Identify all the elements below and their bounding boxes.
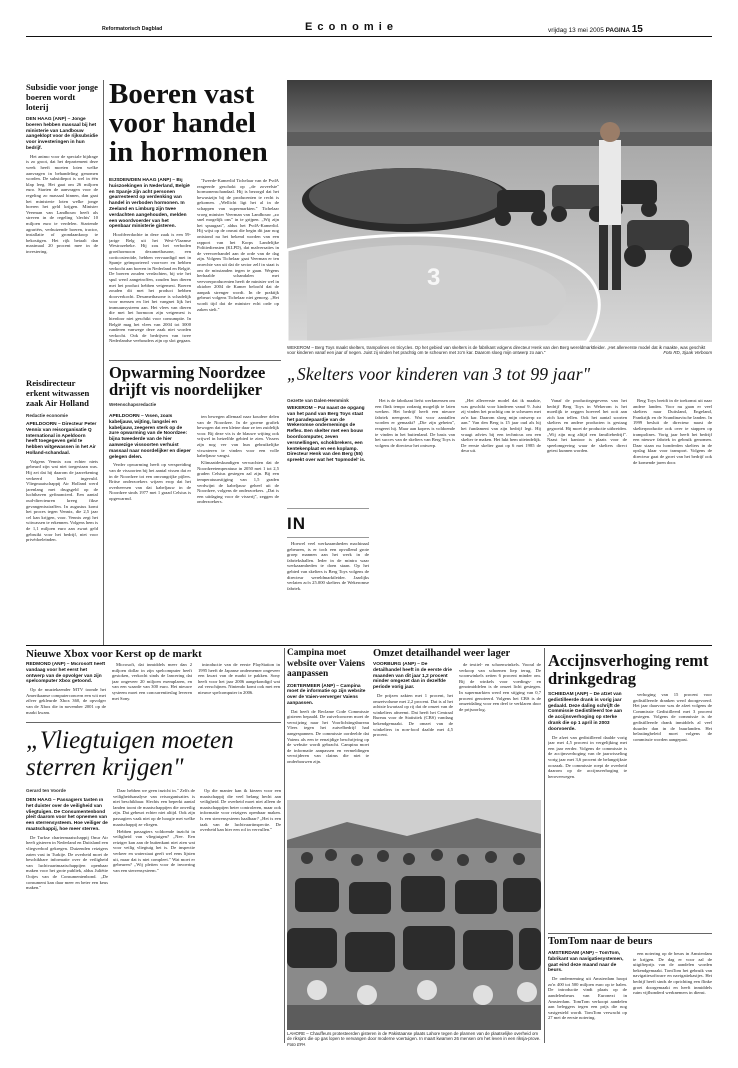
- vliegtuigen-col1: [26, 798, 108, 1043]
- loterij-headline: Subsidie voor jonge boeren wordt loterij: [26, 82, 98, 112]
- omzet-intro: VOORBURG (ANP) – De detailhandel heeft in de eerste drie maanden van dit jaar 1,2 procent minder omgezet dan in dezelfde periode vorig jaar.: [373, 662, 452, 691]
- date-text: vrijdag 13 mei 2005: [548, 27, 604, 34]
- accijns-body-col1: De afzet van gedistilleerd daalde vorig jaar met 4,5 procent in vergelijking met een jaar eerder. Volgens de commissie is de accijnsverhoging van de jaarwisseling vorig jaar met 3,6 procent de belangrijkste oorzaak. De commissie roept de overheid daarom op de accijnsverhoging te heroverwegen.: [548, 734, 627, 779]
- section-title: E c o n o m i e: [305, 21, 394, 33]
- divider-xbox-bottom: [26, 722, 281, 723]
- reisdirecteur-article: [26, 378, 98, 640]
- skelter-photo-image: [287, 80, 712, 342]
- tomtom-body-col2: een notering op de beurs in Amsterdam te krijgen. De dag er voor zal de uitgifteprijs van de aandelen worden bekendgemaakt. TomTom het gebruik van navigatiesoftware en navigatiekastjes. Het bedrijf heeft sinds de oprichting een flinke groei doorgemaakt en heeft inmiddels ruim vijfhonderd werknemers in dienst.: [633, 951, 712, 996]
- boeren-intro: EIJSDEN/DEN HAAG (ANP) – Bij huiszoekingen in Nederland, België en Spanje zijn acht personen gearresteerd op verdenking van handel in verboden hormonen. In Zeeland en Limburg zijn twee verdachten aangehouden, melden een woordvoerder van het openbaar ministerie gisteren.: [109, 178, 190, 230]
- divider-left: [103, 80, 104, 645]
- skelter-photo-caption: WEKEROM – Berg Toys maakt skelters, trampolines en tricycles. Op het gebied van skelters is de fabrikant volgens directeur Henk van den Berg wereldmarktleider. „Het allereerste model dat ik maakte, was geschikt voor kinderen vanaf een jaar of negen. Juist zij vinden het prachtig om te scheuren met zo'n kar. Daarom sloeg mijn ontwerp zo aan." Foto RD, Sjaak Verboom: [287, 345, 712, 356]
- lahore-photo: [287, 800, 541, 1030]
- accijns-intro: SCHIEDAM (ANP) – De afzet van gedistilleerde drank is vorig jaar gedaald. Deze daling schrijft de Commissie Gedistilleerd toe aan de accijnsverhoging op sterke drank die op 1 april in 2003 doorvoerde.: [548, 692, 623, 732]
- boeren-article: [109, 80, 281, 360]
- reisdirecteur-body: Volgens Vennix zou echter niets gebeurd zijn wat niet toegestaan was. Hij zei dat hij daarom de jaarrekening verkeerd heeft ingevuld. Vliegmaatschappij Air Holland werd jarenlang met drugsgeld op de luchthaven gefinancierd. Een aantal oud-directeuren kreeg fikse gevangenisstraffen. In augustus komt het proces tegen Vennix, die 2,5 jaar cel kan krijgen, voor. Vennix zegt het witwassen te erkennen. Volgens hem is de 1,1 miljoen euro aan zwart geld gebruikt voor het bedrijf, niet voor privédoeleinden.: [26, 458, 98, 543]
- boeren-headline: Boeren vast voor handel in hormonen: [109, 80, 268, 168]
- skelters-col1-body: Hoewel veel werkzaamheden machinaal gebeuren, is er toch een opvallend grote groep mannen aan het werk in de fabriekshallen. Ieder in de mintra waar werkzaamheden te doen staan. Op het gebied van skelters is Berg Toys volgens de directeur wereldmarktleider. Jaarlijks verlaten zo'n 25.000 skelters de Wekeromse fabriek.: [287, 541, 369, 591]
- divider-lower-right: [544, 648, 545, 1043]
- xbox-body-col2: Microsoft, dat inmiddels meer dan 2 miljoen dollar in zijn spelcomputer heeft gestoken, verkocht sinds de lancering dat jaar ongeveer 20 miljoen exemplaren, en van een waarde van 300 euro. Het nieuwe systeem moet een concurrentieslag leveren met Sony.: [112, 662, 192, 701]
- skelters-col3-body: „Het allereerste model dat ik maakte, was geschikt voor kinderen vanaf 9. Juist zij vinden het prachtig om te scheuren met zo'n kar. Daarom sloeg mijn ontwerp zo aan." Van den Berg is 15 jaar oud als hij het fundament van zijn bedrijf legt. Hij vraagt advies bij een technicus om een skelter te maken. Het lukt hem uiteindelijk. De eerste skelter gaat op 6 mei 1985 de deur uit.: [461, 398, 541, 454]
- campina-article: [287, 648, 369, 798]
- page-number: 15: [631, 24, 643, 35]
- omzet-body-col2: de textiel- en schoenwinkels. Vooral de verkoop van schoenen liep terug. De woonwinkels zetten 6 procent minder om. Bij de winkels voor voedings- en genotmiddelen is de omzet licht gestegen. In supermarkten werd een stijging van 0,7 procent genoteerd. Volgens het CBS is de omzetdaling voor een deel te verklaren door de prijsoorlog.: [459, 662, 541, 712]
- lahore-caption: LAHORE – Chauffeurs protesteerden gisteren in de Pakistaanse plaats Lahore tegen de plannen van de plaatselijke overheid om de riksja's die op gas lopen te vervangen door moderne voertuigen. In maart kwamen 26 mensen om het leven in een riksja-prove. Foto EPA: [287, 1031, 541, 1047]
- vliegtuigen-body-col2: Daar hebben we geen inzicht in." Zelfs de veiligheidsanalyse van reisorganisaties is niet beschikbaar. Slechts een beperkt aantal landen toont de maatschappijen die onveilig zijn. Dat gebeurt echter niet altijd. Ook zijn passagiers vaak niet op de hoogte met welke maatschappij ze vliegen. Hebben passagiers voldoende inzicht in veiligheid van vliegtuigen? „Nee. Een reiziger kan aan de buitenkant niet zien wat voor veilig vliegtuig het is. De inspectie verkeer en waterstaat geeft wel eens lijsten uit, maar dat is niet compleet." Wat moet er gebeuren? „Wij pleiten voor de invoering van een sterrensysteem.": [113, 788, 195, 873]
- xbox-body-col1: Op de muziekzender MTV toonde het Amerikaanse computerconcern een wit met zilver gekleurde Xbox 360, de opvolger van de Xbox die in november 2001 op de markt kwam.: [26, 687, 106, 715]
- skelters-headline: „Skelters voor kinderen van 3 tot 99 jaar": [287, 364, 591, 384]
- skelters-intro: WEKEROM – Pal naast de opgang van het pand van Berg Toys staat het paradepaardje van de Wekeromse ondernemings de Reflex. Een skelter met een bouw boordcomputer, zeven versnellingen, schokbrekers, een kentekenplaat en een koplamp. Directeur Henk van den Berg (55) spreekt over wat het 'topmodel' is.: [287, 406, 366, 464]
- inzaken-logo-text: IN: [287, 514, 306, 533]
- xbox-intro: REDMOND (ANP) – Microsoft heeft vandaag voor het eerst het ontwerp van de opvolger van zijn spelcomputer Xbox getoond.: [26, 662, 106, 685]
- omzet-article: [373, 648, 541, 798]
- vliegtuigen-body-col1: De Turkse chartermaatschappij Onur Air heeft gisteren in Nederland en Duitsland een vliegverbod gekregen. Duizenden reizigers zaten vast in Turkije. De overheid moet de beschikbare informatie over de veiligheid van luchtvaartmaatschappijen openbaar maken voor het grote publiek, aldus Juliëtte Ooijes van de Consumentenbond. „De consument kan daar meer en beter een keus maken.": [26, 834, 108, 891]
- header-rule: [26, 36, 712, 37]
- divider-opwarming-top: [109, 360, 281, 361]
- tomtom-body-col1: De onderneming uit Amsterdam hoopt zo'n 400 tot 500 miljoen euro op te halen. De introductie vindt plaats op de aandelenbeurs van Euronext in Amsterdam. TomTom verkoopt aandelen aan beleggers tegen een prijs die nog vastgesteld wordt. TomTom verwacht op 27 mei de eerste notering.: [548, 976, 627, 1021]
- skelters-col5-body: Berg Toys breidt in de toekomst uit naar andere landen. Voor nu gaan er veel skelters naar Duitsland, Engeland, Frankrijk en de Scandinavische landen. In 1999 besluit de directeur naast de skelterproductie ook over te stappen op trampolines. Vorig jaar heeft het bedrijf een nieuwe fabriek in gebruik genomen. Daar staan nu honderden skelters in de opslag klaar voor transport. Volgens de directeur gaat de groei van het bedrijf ook de komende jaren door.: [633, 398, 712, 465]
- boeren-body-col1: Hoofdverdachte in deze zaak is een 59-jarige Belg uit het West-Vlaamse Westrozebeke. Hij zou het verboden groeihormoon dexamethasone, een corticosteroïde, hebben vervaardigd met in Spanje geïmporteerd voorvoer en hebben verkocht aan boeren in Nederland en België. De boeren zouden verdachten, bij wie het spul werd aangetroffen, zouden hun dieren met het product hebben vetgemest. Boeren zouden dit met het product hebben doorverkocht. Dexamethasone is schadelijk voor mensen en liet het vangnet lijk het immuunsysteem aan. Het vlees van dieren die met het hormoon zijn vetgemest is hierdoor niet geschikt voor consumptie. In België mag het vlees van 2004 tot 3000 runderen vanwege deze zaak niet worden verkocht. Ook de bedrijven van twee Nederlandse veehouders zijn op slot gegaan.: [109, 232, 191, 344]
- opwarming-intro: APELDOORN – Visen, zoals kabeljauw, wijting, langslei en kabeljauw, zeegeren sterk op de zure opwarming van de Noordzee: bijna tweederde van de hier aanwezige vissoorten verhuist massaal naar noordelijker en dieper gelegen delen.: [109, 414, 191, 460]
- reisdirecteur-intro: APELDOORN – Directeur Peter Vennix van reisorganisatie Q International in Apeldoorn heeft toegegeven geld te hebben witgewassen in het Air Holland-schandaal.: [26, 422, 97, 456]
- boeren-body-col2: 'Tweede-Kamerlid Tichelaar van de PvdA reageerde geschokt op „de zoveelste" hormonenschandaal. Hij is bezorgd dat het bewustzijn bij de producenten te recht is gekomen. „Wellicht ligt het al in de schappen van supermarkten." Tichelaar vroeg minister Veerman van Landbouw „zo snel mogelijk ons" in te grijpen. „Wij zijn het spuugzat", aldus het PvdA-Kamerlid. Hij wijst op de onrust die begin dit jaar nog ontstond na het bekend worden van een rapport van het Korps Landelijke Politiediensten (KLPD), dat malversaties in de veevoerhandel aan de orde van de dag zijn. Volgens Tichelaar gaat Veerman er ten onrechte van uit dat de sector zelf in staat is om de misstanden tegen te gaan. Wegens herhaalde schandalen met veevoerproducenten heeft de minister wel in oktober 2004 de Kamer beloofd dat de aanpak strenger wordt. In de praktijk gebeurt volgens Tichelaar niet genoeg. „Het wordt tijd dat de minister echt orde op zaken stelt.": [197, 178, 279, 312]
- opwarming-byline: Wetenschapsredactie: [109, 402, 157, 407]
- opwarming-body-col2: ten bewegen allemaal naar koudere delen van de Noordzee. In de groene grafiek bewogen dat een kleine daar ze ten zuidelijk voor. Bij deze vis is de blauwe wijting ook vrijwel in hetzelfde gebied te zien. Vissers zijn nog ver van hun gebruikelijke viswateren te vinden voor een volle kabeljauw vangst. Klimaatdeskundigen verwachten dat de Noordzeetemperatuur in 2050 met 1 tot 2,5 graden Celsius gestegen zal zijn. Bij een temperatuurstijging van 1,5 graden verdwijnt de kabeljauw geheel uit de Noordzee, volgens de onderzoekers. „Dat is een uitdaging voor de visserij", zeggen de onderzoekers.: [197, 414, 279, 505]
- campina-body: Dat heeft de Reclame Code Commissie gisteren bepaald. De zuivelconcern moet de verwijzing naar het Voorlichtingsbureau Vlees tegen het zuivelbedrijf had aangespannen. De commissie oordeelde dat Vaiens als een te eenzijdige beschrijving op de website wordt gebracht. Campina moet de informatie aanpassen en vermeldingen verwijderen van claims die niet te onderbouwen zijn.: [287, 708, 369, 765]
- vliegtuigen-intro: DEN HAAG – Passagiers tasten in het duister over de veiligheid van vliegtuigen. De Consumentenbond pleit daarom voor het opnemen van een sterrensysteem. Hoe veiliger de maatschappij, hoe meer sterren.: [26, 798, 108, 832]
- skelter-photo-credit: Foto RD, Sjaak Verboom: [663, 350, 712, 356]
- loterij-body: Het animo voor de speciale bijdrage is zo groot, dat het departement deze week heeft moeten loten welke aanvragen in behandeling genomen worden. De subsidiepot is wel in één klap leeg. Het gaat om 26 miljoen euro. Starten de aanvragen voor de regeling zo massaal binnen, dan gaat het ministerie loten welke jonge boeren het geld krijgen. Minister Veerman van Landbouw heeft als streven in de regeling 'slechts' 10 miljoen euro te verdelen. Startende agrariërs, verhuizende boeren, tractor, installatie of grondaankoop te bekostigen. Het rijk betaalt dan maximaal 20 procent mee in de investering.: [26, 153, 98, 254]
- tomtom-intro: AMSTERDAM (ANP) – TomTom, fabrikant van navigatiesystemen, gaat eind deze maand naar de beurs.: [548, 951, 624, 974]
- campina-headline: Campina moet website over Vaiens aanpassen: [287, 648, 365, 679]
- tomtom-headline: TomTom naar de beurs: [548, 936, 653, 947]
- page-label: PAGINA: [605, 27, 630, 34]
- svg-text:3: 3: [427, 264, 441, 291]
- accijns-headline: Accijnsverhoging remt drinkgedrag: [548, 652, 709, 688]
- divider-midpage: [26, 645, 712, 646]
- reisdirecteur-headline: Reisdirecteur erkent witwassen zaak Air Holland: [26, 378, 90, 408]
- vliegtuigen-headline: „Vliegtuigen moeten sterren krijgen": [26, 727, 234, 781]
- omzet-headline: Omzet detailhandel weer lager: [373, 648, 511, 659]
- vliegtuigen-body-col3: Op die manier kan ik kiezen voor een maatschappij die veel belang hecht aan veiligheid. De overheid moet niet alleen de maatschappijen beter controleren, maar ook informatie voor reizigers openbaar maken. Is een sterrensysteem haalbaar? „Het is een taak van de luchtvaartinspectie. De overheid kan hier een rol in vervullen.": [200, 788, 281, 833]
- xbox-article: [26, 648, 281, 718]
- omzet-body-col1: De prijzen zakten met 1 procent, het omzetvolume met 2,2 procent. Dat is al het achtste kwartaal op rij dat de omzet van de winkeliers afneemt. Dat heeft het Centraal Bureau voor de Statistiek (CBS) vandaag bekendgemaakt. De omzet van de winkeliers in non-food daalde met 4,5 procent.: [373, 692, 453, 738]
- xbox-headline: Nieuwe Xbox voor Kerst op de markt: [26, 648, 202, 660]
- divider-tomtom-top: [548, 933, 712, 934]
- skelters-col1: [287, 406, 369, 506]
- vliegtuigen-byline: Gerard ten Voorde: [26, 788, 66, 793]
- tomtom-article: [548, 936, 712, 1044]
- accijns-article: [548, 652, 712, 930]
- reisdirecteur-byline: Redactie economie: [26, 413, 68, 418]
- skelters-byline: Gezette van Dalen-Hemmink: [287, 398, 349, 403]
- skelters-col2-body: Het is de fabrikant liefst werkmensen om een flink tempo zodanig mogelijk te laten werken. Het bedrijf heeft een nieuwe fabriek neergezet. Wat voor aantallen worden er gemaakt? „Die zijn geheim", reageert hij. Maar aan kopers is voldoende te vinden in het buitenland. De basis van het succes van de skelters van Berg Toys is volgens de directeur het ontwerp.: [375, 398, 455, 448]
- lahore-photo-image: [287, 800, 541, 1030]
- campina-intro: ZOETERMEER (ANP) – Campina moet de informatie op zijn website over de Vaien-ververger Vaiens aanpassen.: [287, 683, 366, 706]
- opwarming-body-col1: Verder opwarming heeft op verspreiding van de vissoorten bij het aantal vissen dat er in de Noordzee tot een omvangrijke pijlers. Britse onderzoekers wijzen erop dat het overheersen van dat kabeljauw in de Noordzee sinds 1977 met 1 graad Celsius is opgewarmd.: [109, 462, 191, 501]
- header-date: [548, 24, 643, 35]
- loterij-article: [26, 82, 98, 362]
- loterij-intro: DEN HAAG (ANP) – Jonge boeren hebben massaal bij het ministerie van Landbouw aangeklopt voor de rijksubsidie voor investeringen in hun bedrijf.: [26, 117, 98, 151]
- accijns-body-col2: verhoging van 15 procent voor gedistilleerde dranken werd doorgevoerd. Het jaar daarvoor was de afzet volgens de Commissie Gedistilleerd met 3 procent gestegen. Volgens de commissie is de gedistilleerde drank inmiddels al veel duurder dan in de buurlanden. Het belastingbeleid moet volgens de commissie worden aangepast.: [633, 692, 712, 742]
- xbox-body-col3: introductie van de eerste PlayStation in 1995 heeft de Japanse ondernemer ongeveer een kwart van de markt te pakken. Sony heeft voor het jaar 2006 aangekondigd wat zal verschijnen. Nintendo komt ook met een nieuwe spelcomputer in 2006.: [198, 662, 280, 695]
- divider-lower-left: [284, 648, 285, 1043]
- masthead-newspaper: Reformatorisch Dagblad: [102, 26, 163, 32]
- opwarming-article: [109, 364, 281, 644]
- skelter-photo: [287, 80, 712, 342]
- opwarming-headline: Opwarming Noordzee drijft vis noordelijker: [109, 364, 266, 399]
- skelters-col4-body: Vanaf de productiegegevens van het bedrijf Berg Toys in Wekerom is het moeilijk te zeggen hoeveel het ooit aan zich kan tellen. Ook het aantal soorten skelters en andere producten is gestaag gegroeid. Hij moet de productie uitbreiden. „Wij zijn nog altijd een familiebedrijf". Naast het kantoor is plaats voor de speelomgeving waar de skelters direct getest kunnen worden.: [547, 398, 627, 454]
- inzaken-logo: [287, 508, 369, 538]
- lahore-credit: Foto EPA: [287, 1041, 306, 1047]
